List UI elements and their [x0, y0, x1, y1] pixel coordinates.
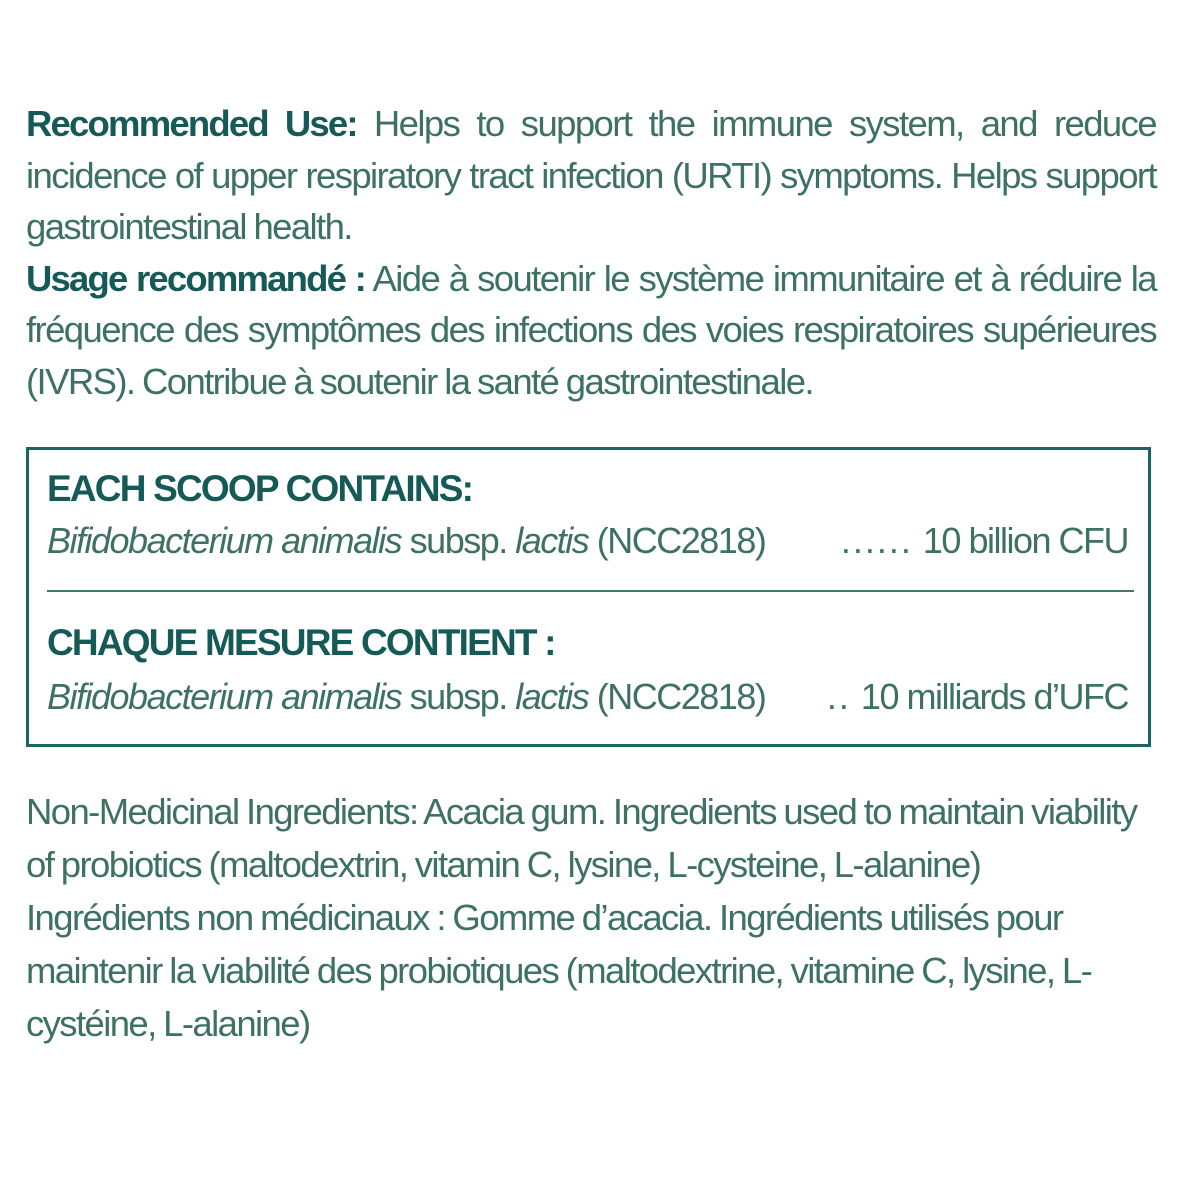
- strain-code: (NCC2818): [588, 676, 766, 717]
- subsp-label: subsp.: [401, 676, 516, 717]
- ingredient-name-fr: [47, 676, 765, 718]
- subspecies-name: lactis: [515, 676, 589, 717]
- ingredient-name-en: [47, 520, 765, 562]
- dose-amount-fr: 10 milliards d’UFC: [860, 676, 1128, 717]
- ingredient-row-fr: [47, 676, 1128, 718]
- label-panel: [26, 98, 1156, 1050]
- subsp-label: subsp.: [401, 520, 516, 561]
- leader-dots: ......: [840, 520, 913, 561]
- non-medicinal-ingredients: [26, 785, 1156, 1050]
- usage-recommande-label: Usage recommandé :: [26, 257, 365, 299]
- non-medicinal-fr: Ingrédients non médicinaux : Gomme d’acacia. Ingrédients utilisés pour maintenir la viabilité des probiotiques (maltodextrine, vitamine C, lysine, L-cystéine, L-alanine): [26, 897, 1092, 1044]
- recommended-use-en: [26, 98, 1156, 253]
- section-divider: [47, 590, 1134, 592]
- dose-amount-en: 10 billion CFU: [922, 520, 1128, 561]
- strain-code: (NCC2818): [588, 520, 766, 561]
- recommended-use-text: Helps to support the immune system, and reduce incidence of upper respiratory tract infection (URTI) symptoms. Helps support gastrointestinal health.: [26, 103, 1156, 247]
- leader-dots: ..: [826, 676, 851, 717]
- ingredient-row-en: [47, 520, 1128, 562]
- species-name: Bifidobacterium animalis: [47, 676, 402, 717]
- chaque-mesure-heading: CHAQUE MESURE CONTIENT :: [47, 622, 555, 663]
- recommended-use-label: Recommended Use:: [26, 103, 357, 144]
- species-name: Bifidobacterium animalis: [47, 520, 402, 561]
- each-scoop-heading: EACH SCOOP CONTAINS:: [47, 468, 473, 509]
- medicinal-ingredients-box: [26, 447, 1151, 747]
- recommended-use-fr: [26, 253, 1156, 408]
- non-medicinal-en: Non-Medicinal Ingredients: Acacia gum. Ingredients used to maintain viability of probiotics (maltodextrin, vitamin C, lysine, L-cysteine, L-alanine): [26, 791, 1137, 885]
- subspecies-name: lactis: [515, 520, 589, 561]
- usage-recommande-text: Aide à soutenir le système immunitaire et à réduire la fréquence des symptômes des infections des voies respiratoires supérieures (IVRS). Contribue à soutenir la santé gastrointestinale.: [26, 257, 1156, 402]
